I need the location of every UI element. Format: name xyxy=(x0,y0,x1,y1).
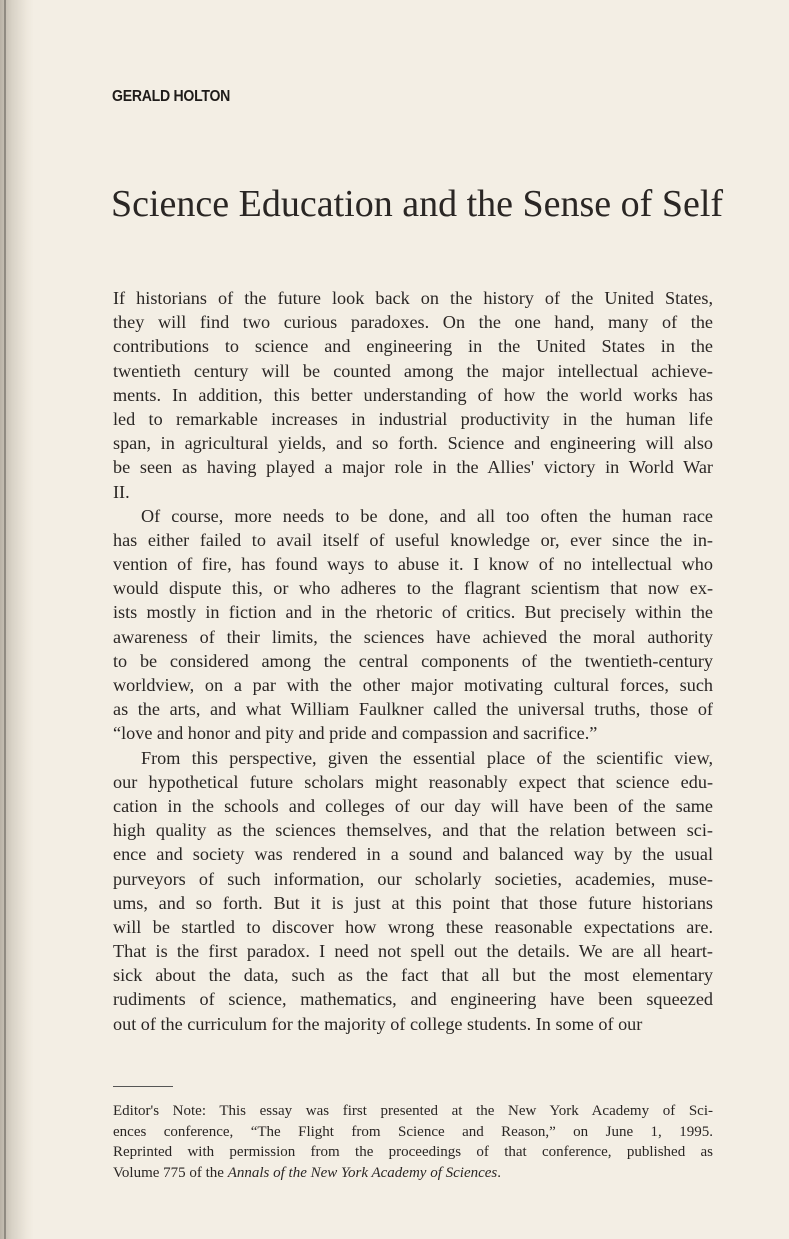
paragraph xyxy=(113,746,713,1036)
text-line: be seen as having played a major role in the Allies' victory in World War xyxy=(113,457,713,478)
footnote-text: Volume 775 of the xyxy=(113,1164,228,1181)
text-line: From this perspective, given the essential place of the scientific view, xyxy=(141,747,713,768)
text-line: out of the curriculum for the majority of college students. In some of our xyxy=(113,1013,643,1034)
text-line: to be considered among the central components of the twentieth-century xyxy=(113,650,713,671)
text-line: will be startled to discover how wrong these reasonable expectations are. xyxy=(113,916,713,937)
footnote-line: ences conference, “The Flight from Science and Reason,” on June 1, 1995. xyxy=(113,1123,713,1140)
text-line: worldview, on a par with the other major motivating cultural forces, such xyxy=(113,675,713,695)
binding-edge xyxy=(4,0,6,1239)
text-line: would dispute this, or who adheres to the flagrant scientism that now ex- xyxy=(113,578,713,599)
text-line: twentieth century will be counted among the major intellectual achieve- xyxy=(113,360,713,381)
text-line: ments. In addition, this better understanding of how the world works has xyxy=(113,384,713,405)
footnote-line xyxy=(113,1163,713,1184)
book-spine-shadow xyxy=(0,0,34,1239)
essay-title: Science Education and the Sense of Self xyxy=(111,183,724,225)
text-line: “love and honor and pity and pride and compassion and sacrifice.” xyxy=(113,723,598,744)
editors-note xyxy=(113,1101,713,1183)
journal-title: Annals of the New York Academy of Sciences xyxy=(227,1164,498,1181)
text-line: If historians of the future look back on the history of the United States, xyxy=(113,288,713,308)
body-text xyxy=(113,286,713,1036)
text-line: as the arts, and what William Faulkner called the universal truths, those of xyxy=(113,699,713,720)
text-line: cation in the schools and colleges of our day will have been of the same xyxy=(113,795,713,816)
text-line: rudiments of science, mathematics, and engineering have been squeezed xyxy=(113,989,713,1010)
text-line: has either failed to avail itself of useful knowledge or, ever since the in- xyxy=(113,529,713,550)
author-name: GERALD HOLTON xyxy=(112,88,231,105)
footnote-line: Reprinted with permission from the proceedings of that conference, published as xyxy=(113,1144,713,1160)
text-line: awareness of their limits, the sciences have achieved the moral authority xyxy=(113,626,713,647)
paragraph xyxy=(113,504,713,746)
text-line: our hypothetical future scholars might reasonably expect that science edu- xyxy=(113,771,713,792)
text-line: sick about the data, such as the fact that all but the most elementary xyxy=(113,965,713,986)
text-line: That is the first paradox. I need not spell out the details. We are all heart- xyxy=(113,941,713,962)
text-line: vention of fire, has found ways to abuse it. I know of no intellectual who xyxy=(113,554,713,575)
text-line: span, in agricultural yields, and so forth. Science and engineering will also xyxy=(113,433,713,454)
text-line: Of course, more needs to be done, and all too often the human race xyxy=(141,505,713,526)
footnote-rule xyxy=(113,1086,173,1087)
paragraph xyxy=(113,286,713,504)
text-line: II. xyxy=(113,481,130,502)
footnote-line: Editor's Note: This essay was first presented at the New York Academy of Sci- xyxy=(113,1103,713,1119)
text-line: led to remarkable increases in industrial productivity in the human life xyxy=(113,408,713,429)
text-line: ums, and so forth. But it is just at this point that those future historians xyxy=(113,892,713,913)
text-line: they will find two curious paradoxes. On the one hand, many of the xyxy=(113,312,713,333)
text-line: ists mostly in fiction and in the rhetoric of critics. But precisely within the xyxy=(113,602,713,623)
footnote-text: . xyxy=(497,1164,502,1181)
text-line: purveyors of such information, our scholarly societies, academies, muse- xyxy=(113,868,713,889)
text-line: contributions to science and engineering in the United States in the xyxy=(113,336,713,357)
text-line: high quality as the sciences themselves, and that the relation between sci- xyxy=(113,820,713,841)
text-line: ence and society was rendered in a sound and balanced way by the usual xyxy=(113,844,713,865)
